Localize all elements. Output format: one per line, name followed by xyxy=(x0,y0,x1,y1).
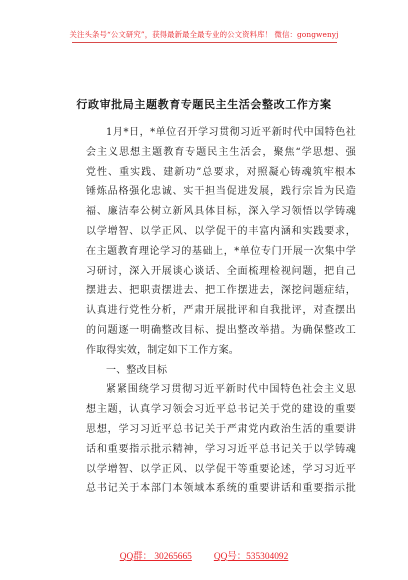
body-line: 话和重要指示批示精神，学习习近平总书记关于以学铸魂 xyxy=(86,443,356,455)
body-line: 摆进去、把职责摆进去、把工作摆进去，深挖问题症结， xyxy=(86,285,356,297)
body-line: 党性、重实践、建新功”总要求，对照凝心铸魂筑牢根本 xyxy=(86,166,356,178)
body-line: 总书记关于本部门本领域本系统的重要讲话和重要指示批 xyxy=(86,483,356,495)
body-line: 习研讨，深入开展谈心谈话、全面梳理检视问题，把自己 xyxy=(86,265,356,277)
body-line: 认真进行党性分析，严肃开展批评和自我批评，对查摆出 xyxy=(86,305,356,317)
body-line: 思想，学习习近平总书记关于严肃党内政治生活的重要讲 xyxy=(86,423,356,435)
footer-contact xyxy=(0,548,408,562)
document-title: 行政审批局主题教育专题民主生活会整改工作方案 xyxy=(76,98,332,111)
body-line: 在主题教育理论学习的基础上，*单位专门开展一次集中学 xyxy=(86,245,356,257)
body-line: 会主义思想主题教育专题民主生活会，聚焦“学思想、强 xyxy=(86,146,356,158)
body-line: 的问题逐一明确整改目标、提出整改举措。为确保整改工 xyxy=(86,324,356,336)
header-divider xyxy=(72,42,337,43)
body-line: 作取得实效，制定如下工作方案。 xyxy=(86,344,239,356)
header-banner: 关注头条号“公文研究”，获得最新最全最专业的公文资料库！ 微信：gongwenyj xyxy=(69,30,339,39)
body-line: 1月*日，*单位召开学习贯彻习近平新时代中国特色社 xyxy=(106,127,356,138)
body-line: 想主题，认真学习领会习近平总书记关于党的建设的重要 xyxy=(86,404,356,416)
footer-qq-number: QQ号：535304092 xyxy=(213,552,289,562)
body-line: 紧紧围绕学习贯彻习近平新时代中国特色社会主义思 xyxy=(106,384,356,396)
body-line: 福、廉洁奉公树立新风具体目标，深入学习领悟以学铸魂 xyxy=(86,206,356,218)
body-line: 锤炼品格强化忠诚、实干担当促进发展，践行宗旨为民造 xyxy=(86,186,356,198)
body-line: 以学增智、以学正风、以学促干等重要论述，学习习近平 xyxy=(86,463,356,475)
body-line: 以学增智、以学正风、以学促干的丰富内涵和实践要求， xyxy=(86,225,356,237)
section-heading: 一、整改目标 xyxy=(106,364,168,376)
footer-qq-group: QQ群： 30265665 xyxy=(119,552,192,562)
document-body xyxy=(86,123,356,499)
